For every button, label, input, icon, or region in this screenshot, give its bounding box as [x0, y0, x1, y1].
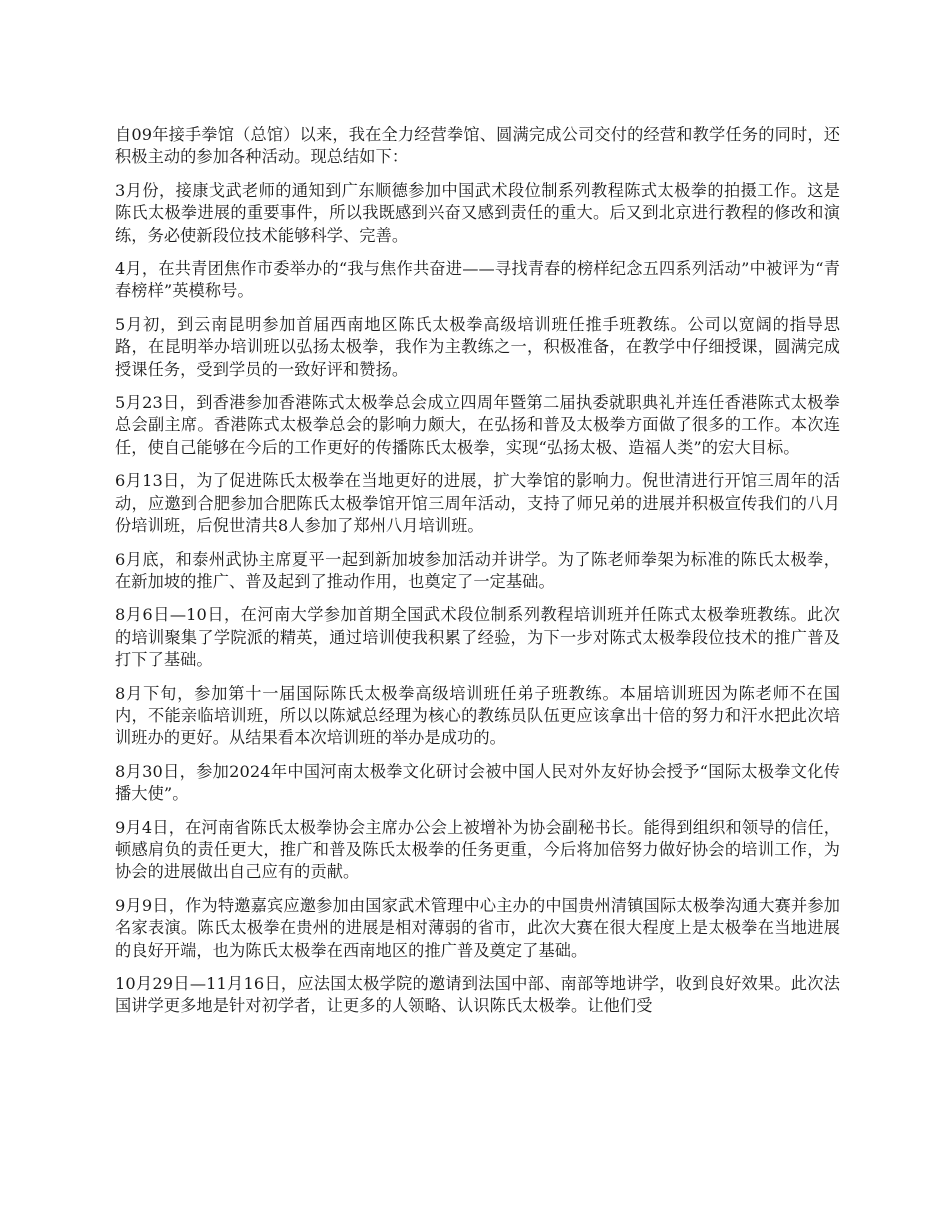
paragraph-september-9: 9月9日，作为特邀嘉宾应邀参加由国家武术管理中心主办的中国贵州清镇国际太极拳沟通大赛并参加名家表演。陈氏太极拳在贵州的进展是相对薄弱的省市，此次大赛在很大程度上是太极拳在当地进展的良好开端，也为陈氏太极拳在西南地区的推广普及奠定了基础。 [115, 895, 840, 960]
paragraph-intro: 自09年接手拳馆（总馆）以来，我在全力经营拳馆、圆满完成公司交付的经营和教学任务的同时，还积极主动的参加各种活动。现总结如下： [115, 125, 840, 167]
paragraph-august-30: 8月30日，参加2024年中国河南太极拳文化研讨会被中国人民对外友好协会授予“国际太极拳文化传播大使”。 [115, 761, 840, 804]
paragraph-april: 4月，在共青团焦作市委举办的“我与焦作共奋进——寻找青春的榜样纪念五四系列活动”中被评为“青春榜样”英模称号。 [115, 259, 840, 301]
paragraph-october-29: 10月29日—11月16日，应法国太极学院的邀请到法国中部、南部等地讲学，收到良好效果。此次法国讲学更多地是针对初学者，让更多的人领略、认识陈氏太极拳。让他们受 [115, 974, 840, 1016]
paragraph-september-4: 9月4日，在河南省陈氏太极拳协会主席办公会上被增补为协会副秘书长。能得到组织和领导的信任，顿感肩负的责任更大，推广和普及陈氏太极拳的任务更重，今后将加倍努力做好协会的培训工作，为协会的进展做出自己应有的贡献。 [115, 817, 840, 882]
paragraph-june-end: 6月底，和泰州武协主席夏平一起到新加坡参加活动并讲学。为了陈老师拳架为标准的陈氏太极拳，在新加坡的推广、普及起到了推动作用，也奠定了一定基础。 [115, 549, 840, 591]
paragraph-may-early: 5月初，到云南昆明参加首届西南地区陈氏太极拳高级培训班任推手班教练。公司以宽阔的指导思路，在昆明举办培训班以弘扬太极拳，我作为主教练之一，积极准备，在教学中仔细授课，圆满完成授课任务，受到学员的一致好评和赞扬。 [115, 314, 840, 379]
document-body [115, 124, 840, 1029]
paragraph-august-late: 8月下旬，参加第十一届国际陈氏太极拳高级培训班任弟子班教练。本届培训班因为陈老师不在国内，不能亲临培训班，所以以陈斌总经理为核心的教练员队伍更应该拿出十倍的努力和汗水把此次培训班办的更好。从结果看本次培训班的举办是成功的。 [115, 683, 840, 748]
paragraph-june-13: 6月13日，为了促进陈氏太极拳在当地更好的进展，扩大拳馆的影响力。倪世清进行开馆三周年的活动，应邀到合肥参加合肥陈氏太极拳馆开馆三周年活动，支持了师兄弟的进展并积极宣传我们的八月份培训班，后倪世清共8人参加了郑州八月培训班。 [115, 471, 840, 536]
paragraph-march: 3月份，接康戈武老师的通知到广东顺德参加中国武术段位制系列教程陈式太极拳的拍摄工作。这是陈氏太极拳进展的重要事件，所以我既感到兴奋又感到责任的重大。后又到北京进行教程的修改和演练，务必使新段位技术能够科学、完善。 [115, 180, 840, 245]
paragraph-august-6: 8月6日—10日，在河南大学参加首期全国武术段位制系列教程培训班并任陈式太极拳班教练。此次的培训聚集了学院派的精英，通过培训使我积累了经验，为下一步对陈式太极拳段位技术的推广普及打下了基础。 [115, 605, 840, 670]
paragraph-may-23: 5月23日，到香港参加香港陈式太极拳总会成立四周年暨第二届执委就职典礼并连任香港陈式太极拳总会副主席。香港陈式太极拳总会的影响力颇大，在弘扬和普及太极拳方面做了很多的工作。本次连任，使自己能够在今后的工作更好的传播陈氏太极拳，实现“弘扬太极、造福人类”的宏大目标。 [115, 393, 840, 457]
